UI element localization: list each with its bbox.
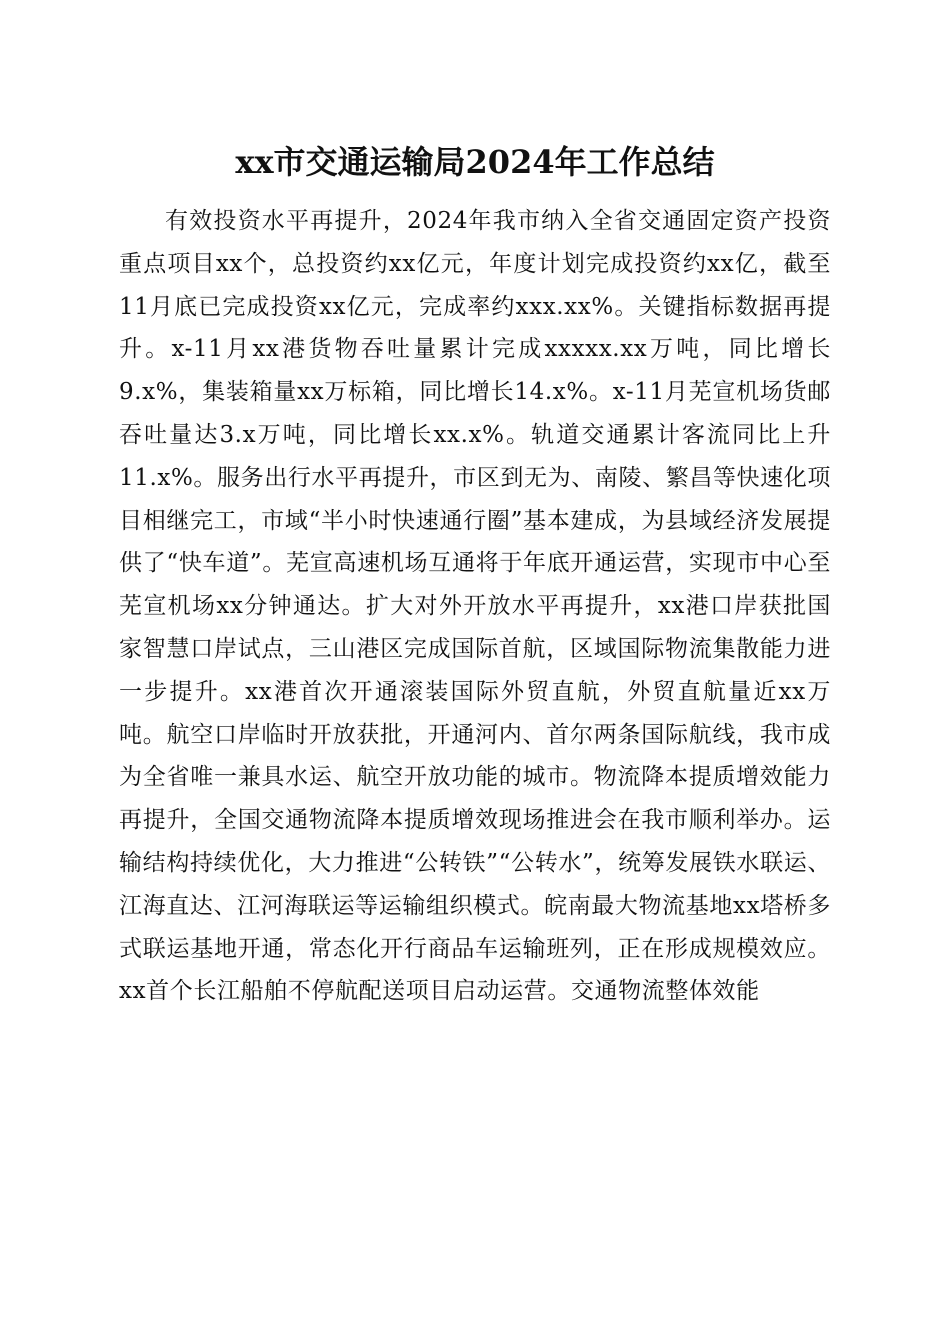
document-title: xx市交通运输局2024年工作总结 — [235, 143, 715, 181]
body-paragraph: 有效投资水平再提升，2024年我市纳入全省交通固定资产投资重点项目xx个，总投资约xx亿元，年度计划完成投资约xx亿，截至11月底已完成投资xx亿元，完成率约xxx.xx%。关键指标数据再提升。x-11月xx港货物吞吐量累计完成xxxxx.xx万吨，同比增长9.x%，集装箱量xx万标箱，同比增长14.x%。x-11月芜宣机场货邮吞吐量达3.x万吨，同比增长xx.x%。轨道交通累计客流同比上升11.x%。服务出行水平再提升，市区到无为、南陵、繁昌等快速化项目相继完工，市域“半小时快速通行圈”基本建成，为县域经济发展提供了“快车道”。芜宣高速机场互通将于年底开通运营，实现市中心至芜宣机场xx分钟通达。扩大对外开放水平再提升，xx港口岸获批国家智慧口岸试点，三山港区完成国际首航，区域国际物流集散能力进一步提升。xx港首次开通滚装国际外贸直航，外贸直航量近xx万吨。航空口岸临时开放获批，开通河内、首尔两条国际航线，我市成为全省唯一兼具水运、航空开放功能的城市。物流降本提质增效能力再提升，全国交通物流降本提质增效现场推进会在我市顺利举办。运输结构持续优化，大力推进“公转铁”“公转水”，统筹发展铁水联运、江海直达、江河海联运等运输组织模式。皖南最大物流基地xx塔桥多式联运基地开通，常态化开行商品车运输班列，正在形成规模效应。xx首个长江船舶不停航配送项目启动运营。交通物流整体效能 — [119, 208, 831, 1005]
